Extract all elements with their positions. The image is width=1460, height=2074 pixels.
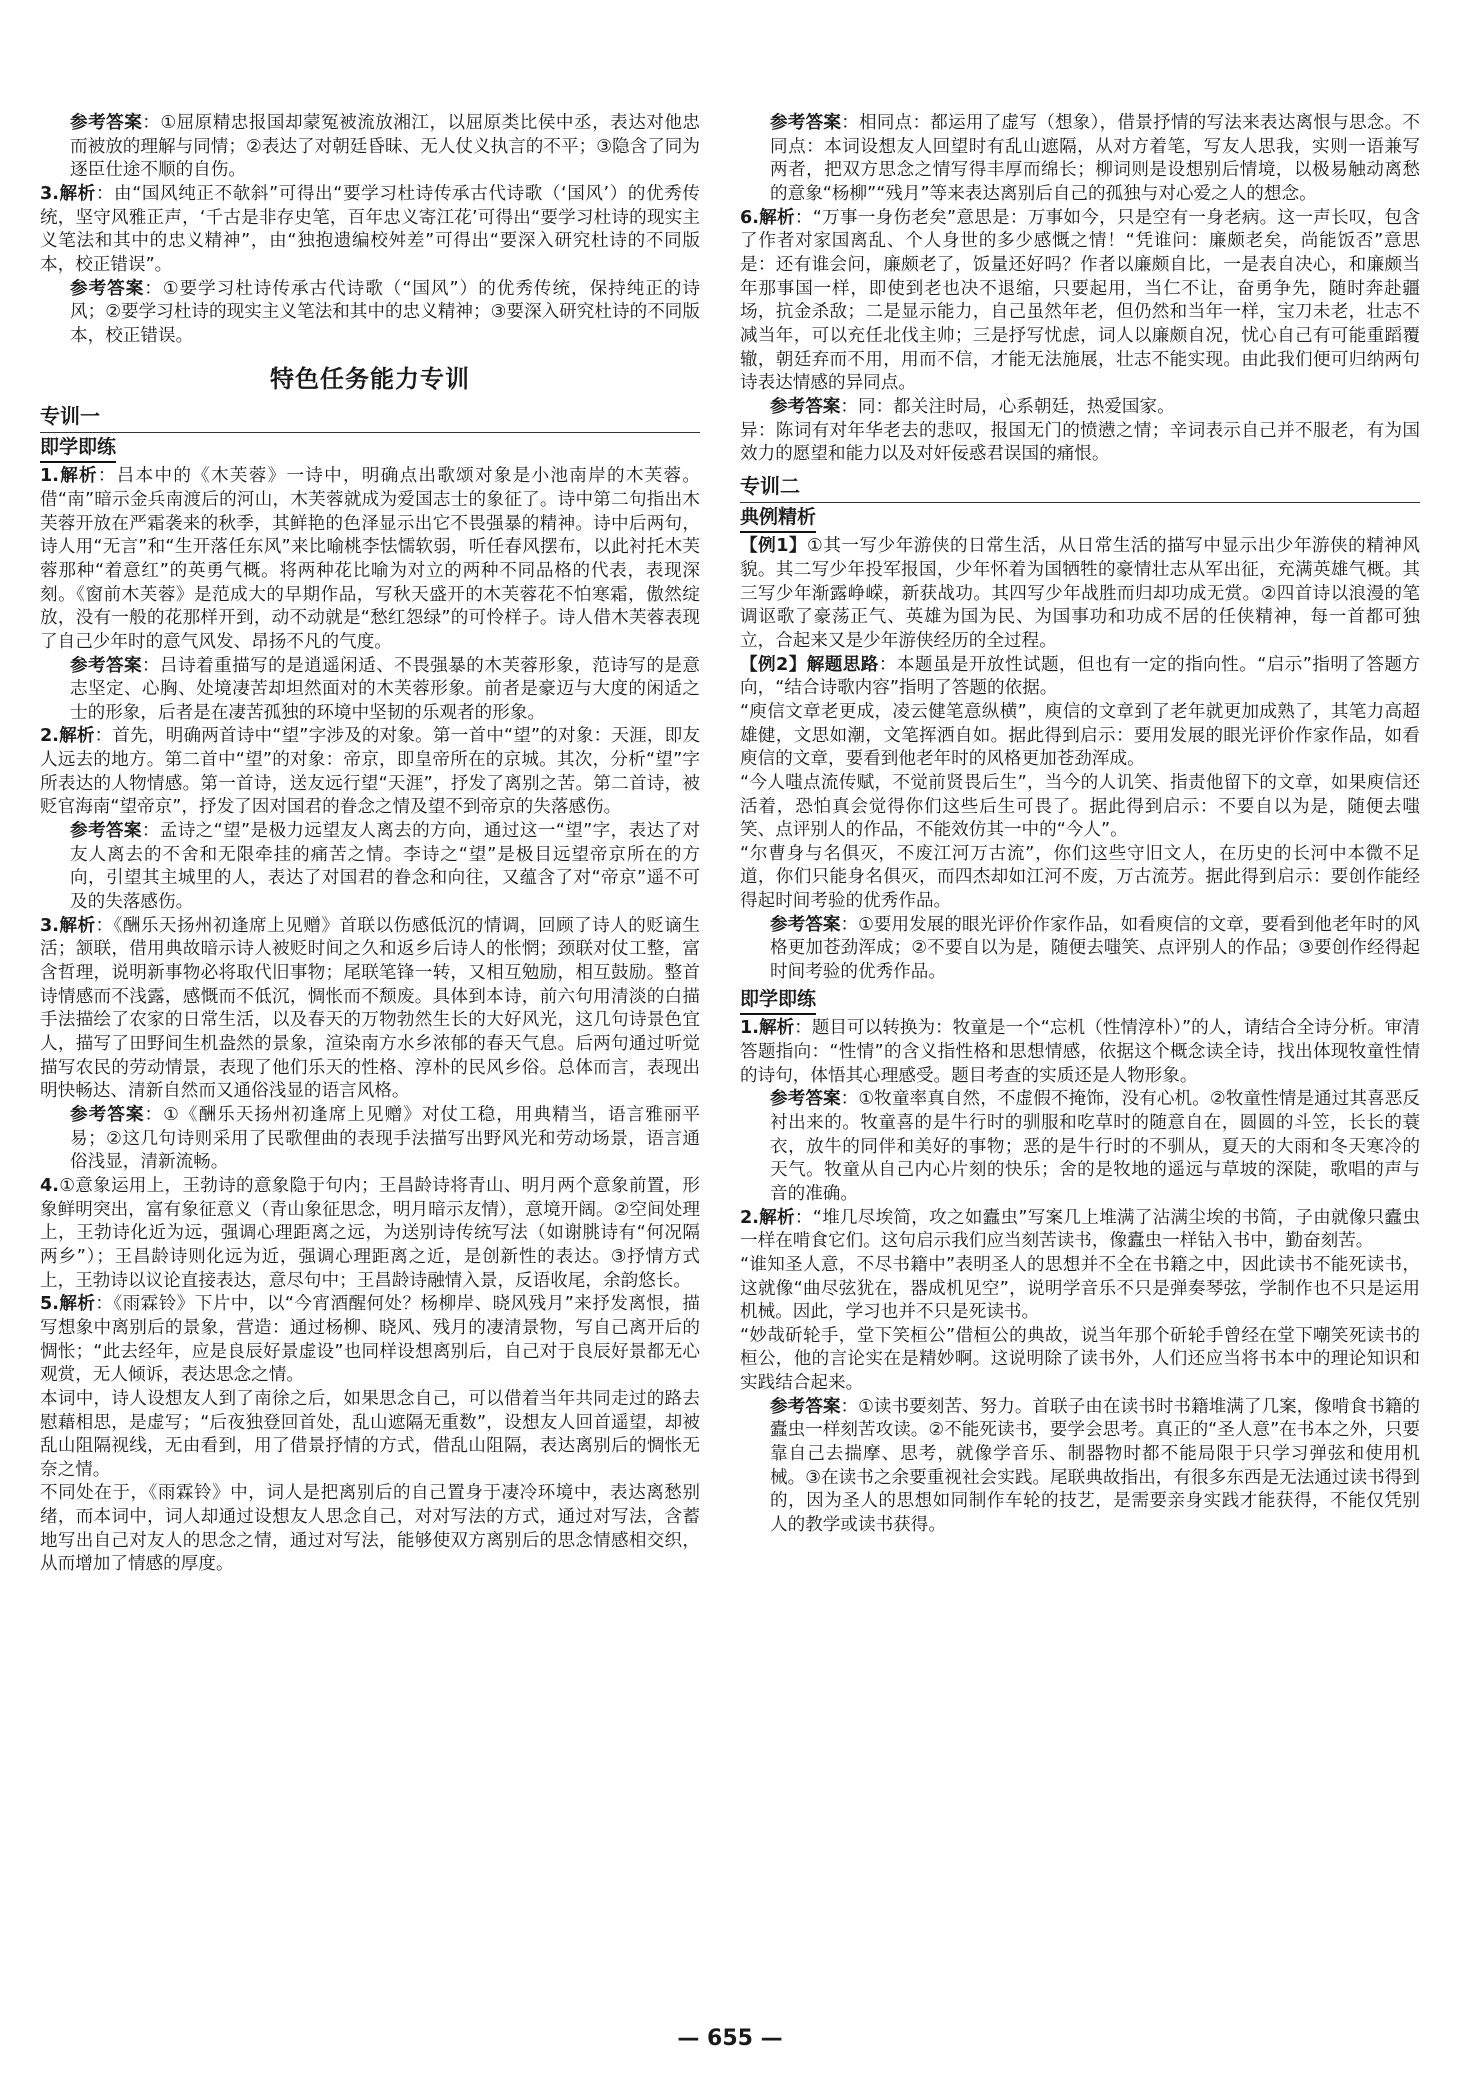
example-2-paragraph-4: [740, 843, 1420, 914]
analysis-label: 解析: [758, 1018, 795, 1039]
example-heading: [740, 505, 1420, 534]
answer-text: ：①要学习杜诗传承古代诗歌（“国风”）的优秀传统，保持纯正的诗风；②要学习杜诗的现实主义笔法和其中的忠义精神；③要深入研究杜诗的不同版本，校正错误。: [70, 278, 700, 346]
training-heading-text: 专训一: [40, 403, 100, 428]
t1-question-2-analysis: [40, 725, 700, 820]
answer-label: 参考答案: [770, 396, 841, 417]
section-title: 特色任务能力专训: [270, 364, 470, 393]
analysis-label: 解析: [758, 1207, 795, 1228]
question-text: ①意象运用上，王勃诗的意象隐于句内；王昌龄诗将青山、明月两个意象前置，形象鲜明突出，富有象征意义（青山象征思念，明月暗示友情），意境开阔。②空间处理上，王勃诗化近为远，强调心理距离之远，为送别诗传统写法（如谢朓诗有“何况隔两乡”）；王昌龄诗则化远为近，强调心理距离之近，是创新性的表达。③抒情方式上，王勃诗以议论直接表达，意尽句中；王昌龄诗融情入景，反语收尾，余韵悠长。: [40, 1175, 700, 1291]
t1-question-5-analysis: [40, 1293, 700, 1388]
question-number: 5.: [40, 1294, 59, 1315]
answer-text: ：相同点：都运用了虚写（想象），借景抒情的写法来表达离恨与思念。不同点：本词设想友人回望时有乱山遮隔，从对方着笔，写友人思我，实则一语兼写两者，把双方思念之情写得丰厚而绵长；柳词则是设想别后情境，以极易触动离愁的意象“杨柳”“残月”等来表达离别后自己的孤独与对心爱之人的想念。: [770, 113, 1420, 204]
question-6-analysis: [740, 207, 1420, 396]
example-2-paragraph-2: [740, 701, 1420, 772]
analysis-label: 解析: [58, 726, 95, 747]
question-number: 1.: [40, 466, 59, 487]
analysis-text: ：吕本中的《木芙蓉》一诗中，明确点出歌颂对象是小池南岸的木芙蓉。借“南”暗示金兵南渡后的河山，木芙蓉就成为爱国志士的象征了。诗中第二句指出木芙蓉开放在严霜袭来的秋季，其鲜艳的色泽显示出它不畏强暴的精神。诗中后两句，诗人用“无言”和“生开落任东风”来比喻桃李怯懦软弱，听任春风摆布，以此衬托木芙蓉那种“着意红”的英勇气概。将两种花比喻为对立的两种不同品格的代表，表现深刻。《窗前木芙蓉》是范成大的早期作品，写秋天盛开的木芙蓉花不怕寒霜，傲然绽放，没有一般的花那样开到，动不动就是“愁红怨绿”的可怜样子。诗人借木芙蓉表现了自己少年时的意气风发、昂扬不凡的气度。: [40, 466, 700, 652]
analysis-text: 不同处在于，《雨霖铃》中，词人是把离别后的自己置身于凄冷环境中，表达离愁别绪，而本词中，词人却通过设想友人思念自己，对对写法的方式，通过对写法，含蓄地写出自己对友人的思念之情，通过对写法，能够使双方离别后的思念情感相交织，从而增加了情感的厚度。: [40, 1483, 700, 1575]
example-text: “庾信文章老更成，凌云健笔意纵横”，庾信的文章到了老年就更加成熟了，其笔力高超雄健，文思如潮，文笔挥洒自如。据此得到启示：要用发展的眼光评价作家作品，如看庾信的文章，要看到他老年时的风格更加苍劲浑成。: [740, 701, 1420, 770]
training-2-heading: [740, 473, 1420, 500]
training-heading: [40, 403, 700, 430]
answer-text: ：①读书要刻苦、努力。首联子由在读书时书籍堆满了几案，像啃食书籍的蠹虫一样刻苦攻读。②不能死读书，要学会思考。真正的“圣人意”在书本之外，只要靠自己去揣摩、思考，就像学音乐、制器物时都不能局限于只学习弹弦和使用机械。③在读书之余要重视社会实践。尾联典故指出，有很多东西是无法通过读书得到的，因为圣人的思想如同制作车轮的技艺，是需要亲身实践才能获得，不能仅凭别人的教学或读书获得。: [770, 1396, 1420, 1536]
t2-question-2-answer: [740, 1396, 1420, 1538]
t1-question-3-answer: [40, 1104, 700, 1175]
example-label: 【例1】: [740, 536, 808, 557]
answer-text: ：①屈原精忠报国却蒙冤被流放湘江，以屈原类比侯中丞，表达对他忠而被放的理解与同情；②表达了对朝廷昏昧、无人仗义执言的不平；③隐含了同为逐臣仕途不顺的自伤。: [70, 113, 700, 181]
answer-text: ：①牧童率真自然，不虚假不掩饰，没有心机。②牧童性情是通过其喜恶反衬出来的。牧童喜的是牛行时的驯服和吃草时的随意自在，圆圆的斗笠，长长的蓑衣，放牛的同伴和美好的事物；恶的是牛行时的不驯从，夏天的大雨和冬天寒冷的天气。牧童从自己内心片刻的快乐；舍的是牧地的遥远与草坡的深陡，歌唱的声与音的准确。: [770, 1089, 1420, 1204]
question-number: 2.: [740, 1207, 759, 1228]
answer-label: 参考答案: [770, 1396, 841, 1417]
example-1: [740, 535, 1420, 653]
analysis-text: ：首先，明确两首诗中“望”字涉及的对象。第一首中“望”的对象：天涯，即友人远去的地方。第二首中“望”的对象：帝京，即皇帝所在的京城。其次，分析“望”字所表达的人物情感。第一首诗，送友远行望“天涯”，抒发了离别之苦。第二首诗，被贬官海南“望帝京”，抒发了因对国君的眷念之情及望不到帝京的失落感伤。: [40, 726, 700, 818]
t1-question-5-paragraph-3: [40, 1482, 700, 1577]
answer-label: 参考答案: [770, 1089, 841, 1110]
question-6-answer: [740, 396, 1420, 420]
answer-label: 参考答案: [770, 914, 841, 935]
example-text: ①其一写少年游侠的日常生活，从日常生活的描写中显示出少年游侠的精神风貌。其二写少年投军报国，少年怀着为国牺牲的豪情壮志从军出征，充满英雄气概。其三写少年渐露峥嵘，新获战功。其四写少年战胜而归却功成无赏。②四首诗以浪漫的笔调讴歌了豪荡正气、英雄为国为民、为国事功和功成不居的任侠精神，每一首都可独立，合起来又是少年游侠经历的全过程。: [740, 536, 1420, 651]
analysis-label: 解析: [58, 466, 98, 487]
example-2-paragraph-3: [740, 772, 1420, 843]
analysis-text: ：《酬乐天扬州初逢席上见赠》首联以伤感低沉的情调，回顾了诗人的贬谪生活；颔联，借用典故暗示诗人被贬时间之久和返乡后诗人的怅惘；颈联对仗工整，富含哲理，说明新事物必将取代旧事物；尾联笔锋一转，又相互勉励，相互鼓励。整首诗情感而不浅露，感慨而不低沉，惆怅而不颓废。具体到本诗，前六句用清淡的白描手法描绘了农家的日常生活，以及春天的万物勃然生长的大好风光，这几句诗景色宜人，描写了田野间生机盎然的景象，渲染南方水乡浓郁的春天气息。后两句通过听觉描写农民的劳动情景，表现了他们乐天的性格、淳朴的民风乡俗。总体而言，表现出明快畅达、清新自然而又通俗浅显的语言风格。: [40, 915, 700, 1102]
analysis-label: 解析: [58, 915, 96, 936]
page-number: — 655 —: [677, 2026, 783, 2051]
answer-label: 参考答案: [770, 113, 842, 133]
answer-text: ：孟诗之“望”是极力远望友人离去的方向，通过这一“望”字，表达了对友人离去的不舍和无限牵挂的痛苦之情。李诗之“望”是极目远望帝京所在的方向，引望其主城里的人，表达了对国君的眷念和向往，又蕴含了对“帝京”遥不可及的失落感伤。: [70, 821, 700, 913]
question-number: 2.: [40, 726, 59, 747]
t1-question-3-analysis: [40, 915, 700, 1104]
analysis-text: ：由“国风纯正不欹斜”可得出“要学习杜诗传承古代诗歌（‘国风’）的优秀传统，坚守风雅正声，‘千古是非存史笔，百年忠义寄江花’可得出“要学习杜诗的现实主义笔法和其中的忠义精神”，由“独抱遗编校舛差”可得出“要深入研究杜诗的不同版本，校正错误”。: [40, 183, 700, 275]
analysis-text: “谁知圣人意，不尽书籍中”表明圣人的思想并不全在书籍之中，因此读书不能死读书，这就像“曲尽弦犹在，器成机见空”，说明学音乐不只是弹奏琴弦，学制作也不只是运用机械。因此，学习也并不只是死读书。: [740, 1254, 1420, 1323]
example-2-answer: [740, 914, 1420, 985]
practice-heading: [40, 435, 700, 464]
question-number: 6.: [740, 207, 759, 228]
t2-question-2-paragraph-2: [740, 1254, 1420, 1325]
top-answer-right: [740, 112, 1420, 207]
t1-question-2-answer: [40, 820, 700, 915]
question-number: 4.: [40, 1175, 59, 1196]
answer-label: 参考答案: [70, 1104, 145, 1125]
analysis-text: ：“万事一身伤老矣”意思是：万事如今，只是空有一身老病。这一声长叹，包含了作者对家国离乱、个人身世的多少感慨之情！“凭谁问：廉颇老矣，尚能饭否”意思是：还有谁会问，廉颇老了，饭量还好吗？作者以廉颇自比，一是表自决心，和廉颇当年那事国一样，即使到老也决不退缩，只要起用，当仁不让，奋勇争先，随时奔赴疆场，抗金杀敌；二是显示能力，自己虽然年老，但仍然和当年一样，宝刀未老，壮志不减当年，可以充任北伐主帅；三是抒写忧虑，词人以廉颇自况，忧心自己有可能重蹈覆辙，朝廷弃而不用，用而不信，才能无法施展，壮志不能实现。由此我们便可归纳两句诗表达情感的异同点。: [740, 207, 1420, 394]
answer-label: 参考答案: [70, 821, 142, 842]
practice-heading-2: [740, 987, 1420, 1016]
question-6-answer-2: [740, 420, 1420, 467]
analysis-text: ：《雨霖铃》下片中，以“今宵酒醒何处？杨柳岸、晓风残月”来抒发离恨，描写想象中离别后的景象，营造：通过杨柳、晓风、残月的凄清景物，写自己离开后的惆怅；“此去经年，应是良辰好景虚设”也同样设想离别后，自己对于良辰好景都无心观赏，无人倾诉，表达思念之情。: [40, 1294, 700, 1386]
answer-text: ：①要用发展的眼光评价作家作品，如看庾信的文章，要看到他老年时的风格更加苍劲浑成；②不要自以为是，随便去嗤笑、点评别人的作品；③要创作经得起时间考验的优秀作品。: [770, 914, 1420, 983]
t1-question-5-paragraph-2: [40, 1388, 700, 1483]
question-number: 3.: [40, 183, 59, 204]
example-text: “今人嗤点流传赋，不觉前贤畏后生”，当今的人讥笑、指责他留下的文章，如果庾信还活着，恐怕真会觉得你们这些后生可畏了。据此得到启示：不要自以为是，随便去嗤笑、点评别人的作品，不能效仿其一中的“今人”。: [740, 772, 1420, 841]
training-heading-text: 专训二: [740, 473, 800, 498]
analysis-text: ：题目可以转换为：牧童是一个“忘机（性情淳朴）”的人，请结合全诗分析。审清答题指向：“性情”的含义指性格和思想情感，依据这个概念读全诗，找出体现牧童性情的诗句，体悟其心理感受。题目考查的实质还是人物形象。: [740, 1018, 1420, 1086]
heading-divider: [740, 502, 1420, 503]
t1-question-1-analysis: [40, 465, 700, 654]
answer-label: 参考答案: [70, 655, 143, 676]
t2-question-2-paragraph-3: [740, 1325, 1420, 1396]
answer-label: 参考答案: [70, 278, 145, 299]
example-text: “尔曹身与名俱灭，不废江河万古流”，你们这些守旧文人，在历史的长河中本微不足道，你们只能身名俱灭，而四杰却如江河不废，万古流芳。据此得到启示：要创作能经得起时间考验的优秀作品。: [740, 843, 1420, 912]
question-number: 1.: [740, 1018, 759, 1039]
t2-question-1-analysis: [740, 1017, 1420, 1088]
example-text: ：本题虽是开放性试题，但也有一定的指向性。“启示”指明了答题方向，“结合诗歌内容”指明了答题的依据。: [740, 654, 1420, 699]
left-column: [40, 112, 700, 2020]
analysis-text: “妙哉斫轮手，堂下笑桓公”借桓公的典故，说当年那个斫轮手曾经在堂下嘲笑死读书的桓公，他的言论实在是精妙啊。这说明除了读书外，人们还应当将书本中的理论知识和实践结合起来。: [740, 1325, 1420, 1394]
top-answer-left: [40, 112, 700, 183]
answer-text: ：①《酬乐天扬州初逢席上见赠》对仗工稳，用典精当，语言雅丽平易；②这几句诗则采用了民歌俚曲的表现手法描写出野风光和劳动场景，语言通俗浅显，清新流畅。: [70, 1104, 700, 1173]
question-3-analysis: [40, 183, 700, 278]
answer-text: ：吕诗着重描写的是逍遥闲适、不畏强暴的木芙蓉形象，范诗写的是意志坚定、心胸、处境凄苦却坦然面对的木芙蓉形象。前者是豪迈与大度的闲适之士的形象，后者是在凄苦孤独的环境中坚韧的乐观者的形象。: [70, 655, 700, 723]
answer-label: 参考答案: [70, 113, 143, 133]
answer-text: 异：陈词有对年华老去的悲叹，报国无门的愤懑之情；辛词表示自己并不服老，有为国效力的愿望和能力以及对奸佞惑君误国的痛恨。: [740, 420, 1420, 465]
think-label: 解题思路: [806, 654, 879, 675]
practice-heading-text: 即学即练: [740, 987, 816, 1016]
t1-question-1-answer: [40, 655, 700, 726]
question-number: 3.: [40, 915, 59, 936]
answer-text: ：同：都关注时局，心系朝廷，热爱国家。: [840, 396, 1175, 417]
practice-heading-text: 即学即练: [40, 435, 116, 464]
t1-question-4: [40, 1175, 700, 1293]
right-column: [740, 112, 1420, 2020]
question-3-answer: [40, 278, 700, 349]
analysis-text: 本词中，诗人设想友人到了南徐之后，如果思念自己，可以借着当年共同走过的路去慰藉相思，是虚写；“后夜独登回首处，乱山遮隔无重数”，设想友人回首遥望，却被乱山阻隔视线，无由看到，用了借景抒情的方式，借乱山阻隔，表达离别后的惆怅无奈之情。: [40, 1388, 700, 1480]
example-heading-text: 典例精析: [740, 505, 816, 534]
analysis-label: 解析: [58, 1294, 96, 1315]
example-2: [740, 654, 1420, 701]
analysis-label: 解析: [58, 183, 96, 204]
example-label: 【例2】: [740, 654, 807, 675]
analysis-text: ：“堆几尽埃简，攻之如蠹虫”写案几上堆满了沾满尘埃的书简，子由就像只蠹虫一样在啃食它们。这句启示我们应当刻苦读书，像蠹虫一样钻入书中，勤奋刻苦。: [740, 1207, 1420, 1252]
heading-divider: [40, 432, 700, 433]
t2-question-2-analysis: [740, 1207, 1420, 1254]
analysis-label: 解析: [758, 207, 795, 228]
t2-question-1-answer: [740, 1088, 1420, 1206]
